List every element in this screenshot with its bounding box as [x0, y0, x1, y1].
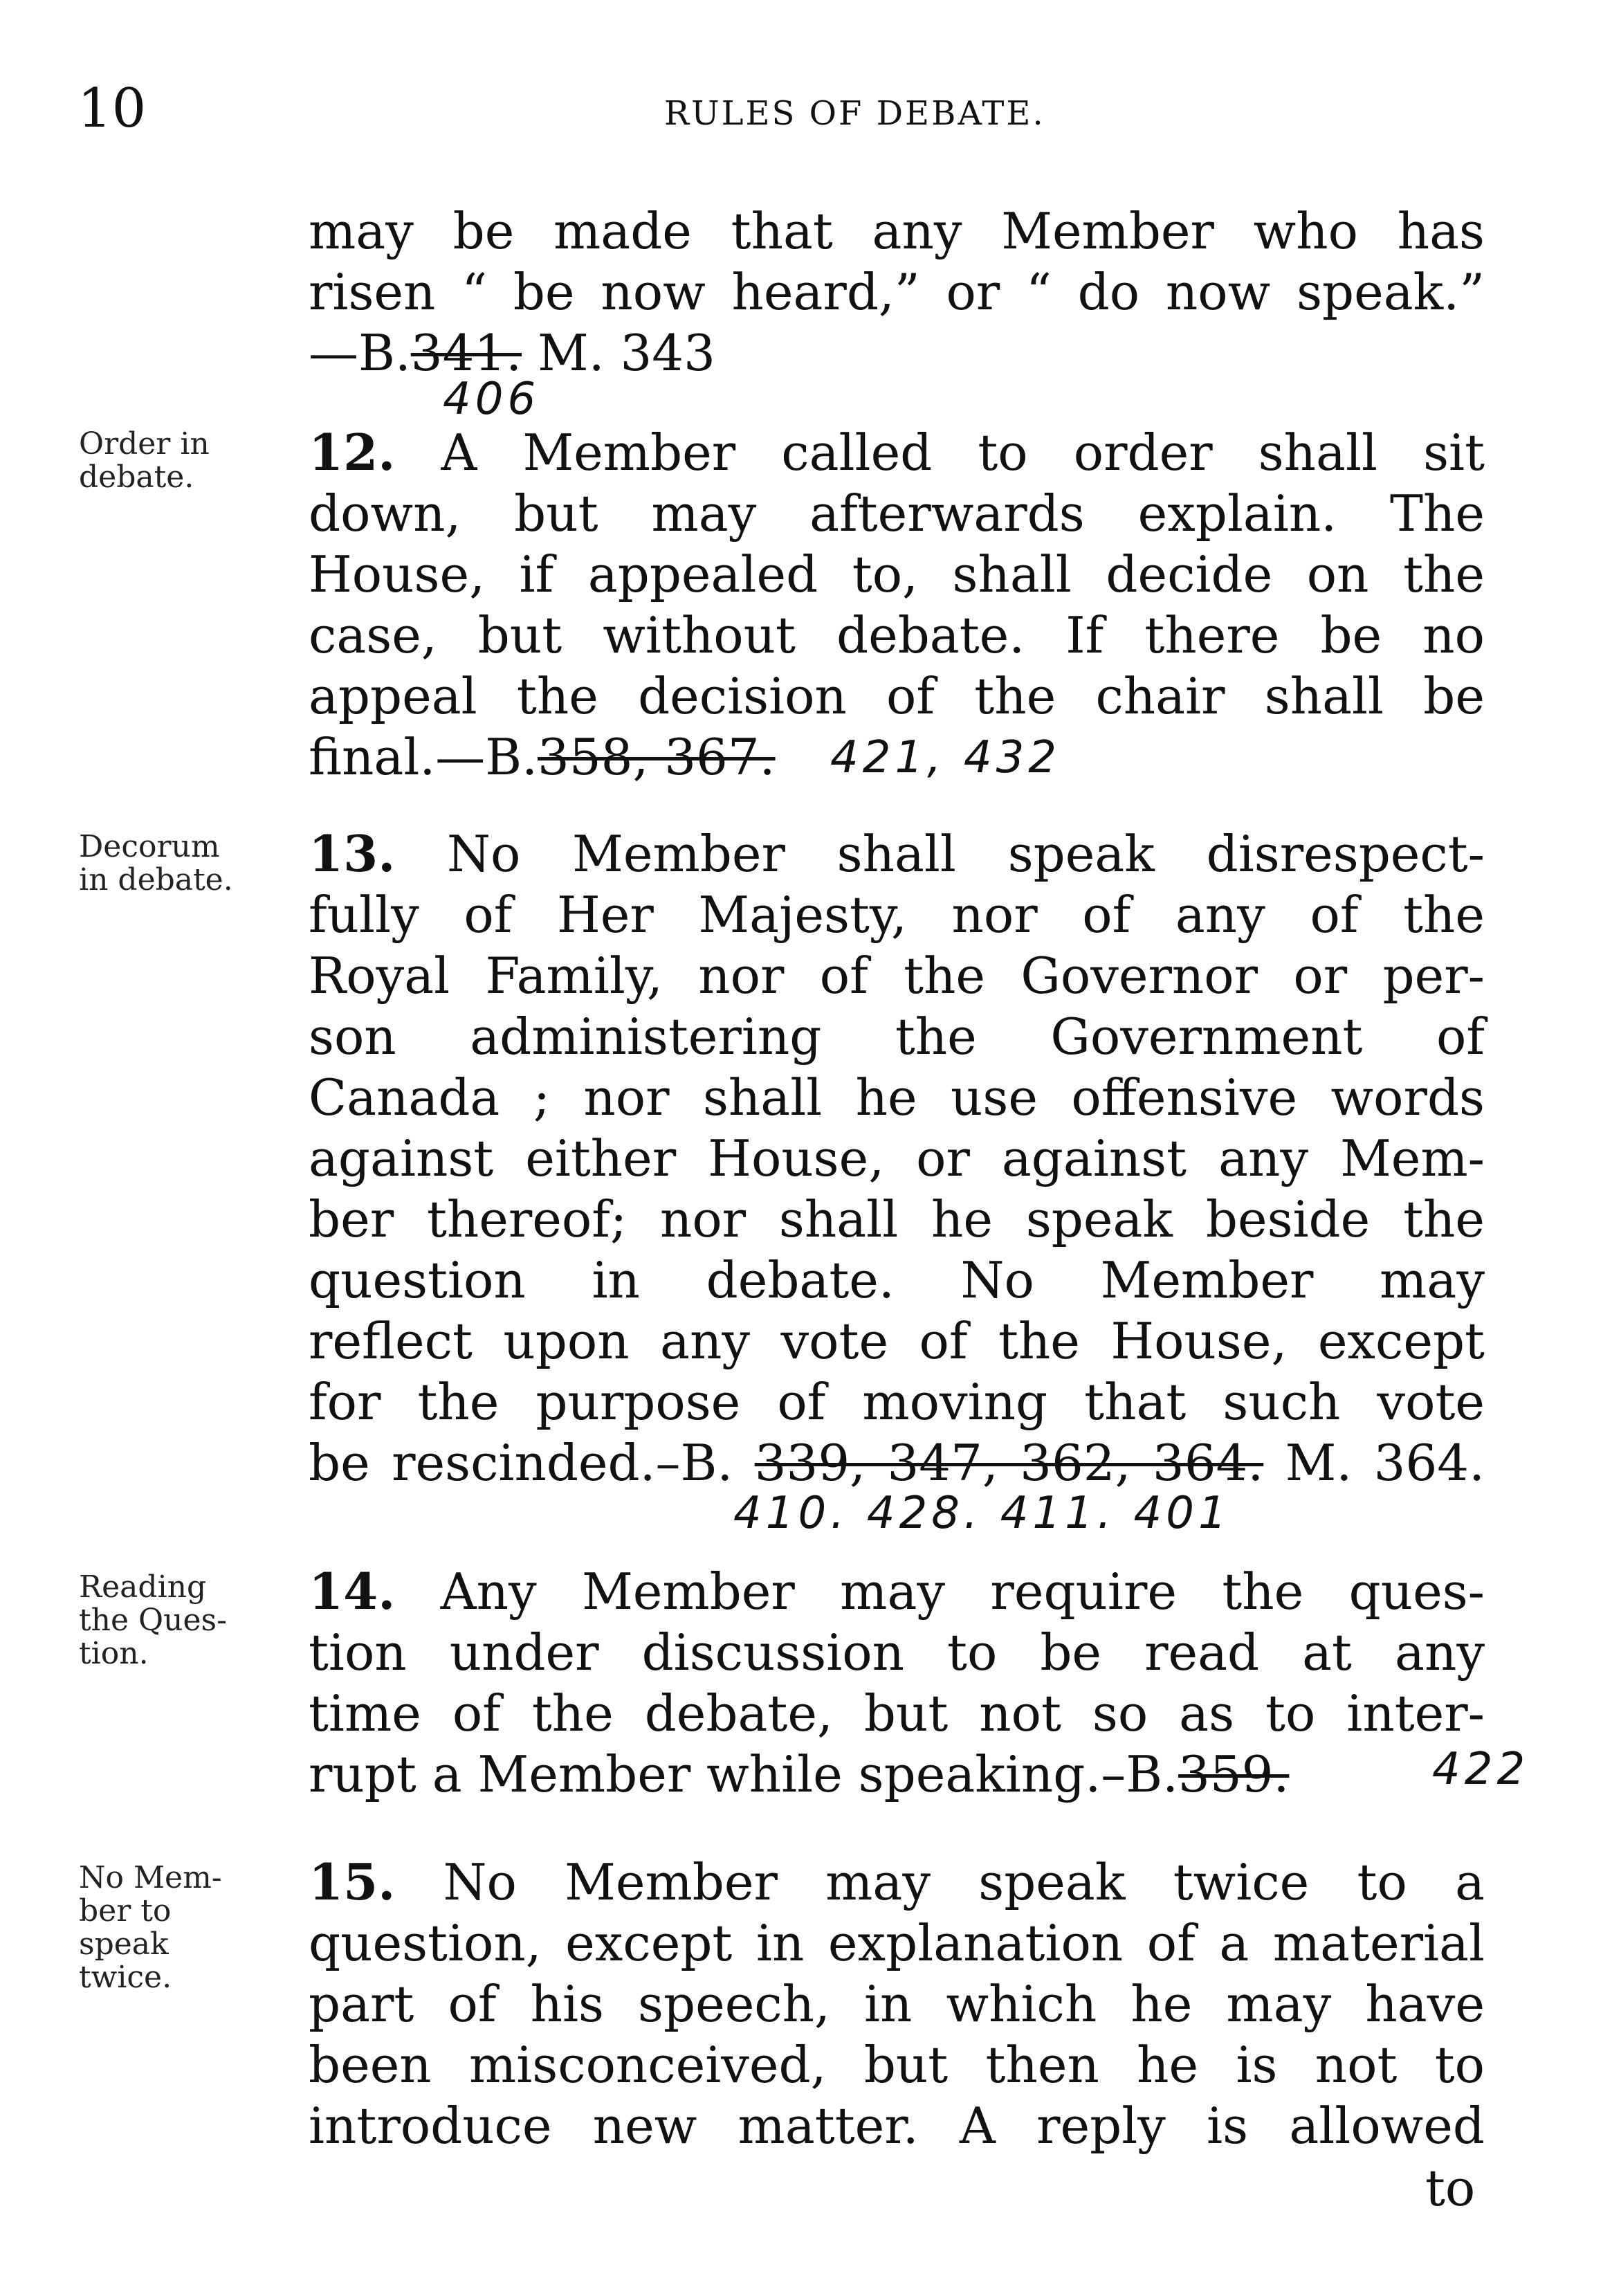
body-line: Canada ; nor shall he use offensive words	[309, 1068, 1485, 1127]
rule-text: No Member may speak twice to a	[443, 1853, 1485, 1911]
page-number: 10	[77, 78, 147, 140]
reference: M. 364.	[1285, 1434, 1485, 1492]
body-line: reflect upon any vote of the House, except	[309, 1312, 1485, 1370]
body-line: for the purpose of moving that such vote	[309, 1373, 1485, 1431]
body-line: fully of Her Majesty, nor of any of the	[309, 886, 1485, 944]
body-line: been misconceived, but then he is not to	[309, 2036, 1485, 2094]
struck-reference: 359.	[1178, 1745, 1290, 1803]
catchword: to	[1425, 2159, 1476, 2217]
side-note-line: speak	[79, 1926, 169, 1962]
body-line: question, except in explanation of a material	[309, 1914, 1485, 1972]
rule-first-line	[309, 1561, 1485, 1622]
body-line: Royal Family, nor of the Governor or per-	[309, 947, 1485, 1005]
rule-text: Any Member may require the ques-	[440, 1562, 1485, 1621]
side-note-line: debate.	[79, 459, 194, 495]
side-note-line: twice.	[79, 1960, 172, 1995]
body-line: down, but may afterwards explain. The	[309, 484, 1485, 543]
body-line: against either House, or against any Mem-	[309, 1129, 1485, 1187]
reference-prefix: final.—B.	[309, 728, 538, 786]
struck-reference: 358, 367.	[538, 728, 776, 786]
body-line: question in debate. No Member may	[309, 1251, 1485, 1309]
rule-number: 12.	[309, 423, 396, 482]
reference-prefix: —B.	[309, 324, 411, 382]
body-line: ber thereof; nor shall he speak beside the	[309, 1190, 1485, 1248]
body-line: time of the debate, but not so as to inter-	[309, 1684, 1485, 1742]
body-line: introduce new matter. A reply is allowed	[309, 2097, 1485, 2155]
body-line	[309, 1744, 1485, 1805]
side-note-line: tion.	[79, 1636, 149, 1671]
side-note-decorum	[79, 830, 266, 897]
rule-text: A Member called to order shall sit	[441, 423, 1485, 482]
handwritten-annotation: 406	[443, 374, 540, 425]
reference-prefix: rupt a Member while speaking.–B.	[309, 1745, 1179, 1803]
side-note-line: ber to	[79, 1893, 172, 1929]
reference-prefix: be rescinded.–B.	[309, 1434, 733, 1492]
rule-number: 15.	[309, 1852, 396, 1911]
body-line	[309, 1432, 1485, 1493]
body-line: tion under discussion to be read at any	[309, 1623, 1485, 1682]
rule-first-line	[309, 823, 1485, 884]
side-note-line: in debate.	[79, 862, 233, 898]
side-note-line: No Mem-	[79, 1860, 222, 1895]
rule-number: 13.	[309, 824, 396, 883]
body-line: appeal the decision of the chair shall be	[309, 667, 1485, 725]
handwritten-annotation: 422	[1432, 1744, 1530, 1795]
handwritten-annotation: 410. 428. 411. 401	[733, 1488, 1231, 1539]
body-line: may be made that any Member who has	[309, 202, 1485, 260]
side-note-line: Decorum	[79, 829, 220, 864]
body-line: House, if appealed to, shall decide on the	[309, 545, 1485, 603]
body-line: part of his speech, in which he may have	[309, 1975, 1485, 2033]
rule-first-line	[309, 1852, 1485, 1913]
struck-reference: 339, 347, 362, 364.	[754, 1434, 1264, 1492]
body-line: risen “ be now heard,” or “ do now speak.”	[309, 263, 1485, 321]
side-note-reading	[79, 1571, 266, 1670]
body-line: son administering the Government of	[309, 1008, 1485, 1066]
rule-number: 14.	[309, 1562, 396, 1621]
reference: M. 343	[538, 324, 715, 382]
side-note-line: the Ques-	[79, 1603, 227, 1638]
side-note-line: Order in	[79, 426, 210, 462]
handwritten-annotation: 421, 432	[830, 732, 1061, 783]
side-note-speak-twice	[79, 1861, 266, 1994]
side-note-order	[79, 428, 266, 494]
rule-first-line	[309, 422, 1485, 483]
running-head: RULES OF DEBATE.	[664, 94, 1045, 133]
side-note-line: Reading	[79, 1569, 207, 1605]
rule-text: No Member shall speak disrespect-	[447, 825, 1485, 883]
body-line: case, but without debate. If there be no	[309, 606, 1485, 664]
struck-reference: 341.	[410, 324, 522, 382]
